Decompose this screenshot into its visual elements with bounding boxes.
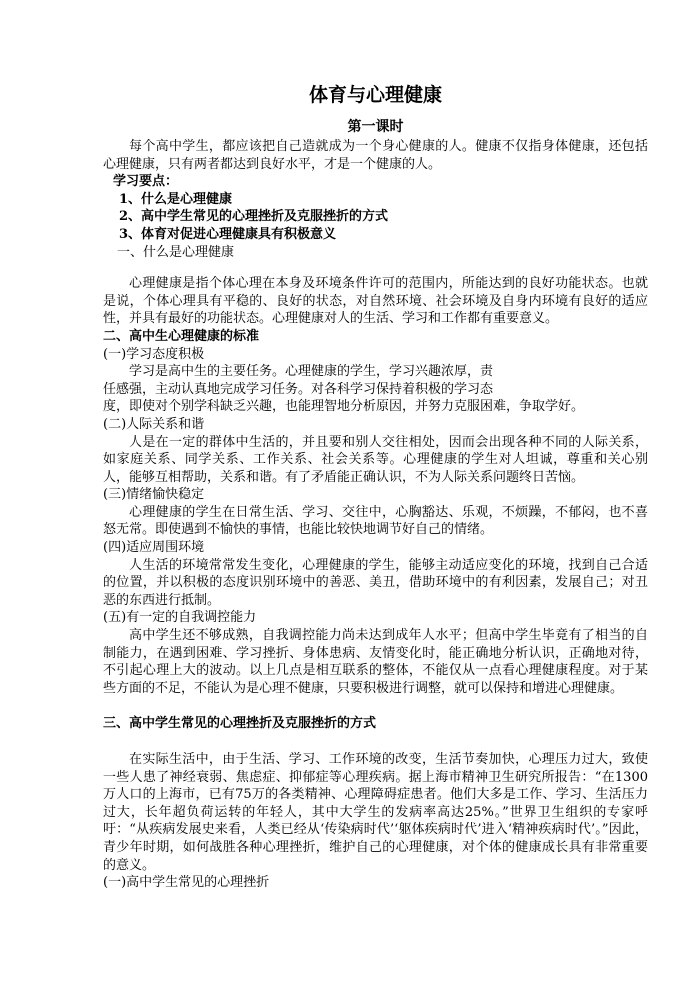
subsection-5-paragraph: 高中学生还不够成熟，自我调控能力尚未达到成年人水平；但高中学生毕竟有了相当的自制能力，在遇到困难、学习挫折、身体患病、友情变化时，能正确地分析认识，正确地对待，不引起心理上大的波动。以上几点是相互联系的整体，不能仅从一点看心理健康程度。对于某些方面的不足，不能认为是心理不健康，只要积极进行调整，就可以保持和增进心理健康。 xyxy=(103,628,648,696)
spacer xyxy=(103,733,648,751)
document-title: 体育与心理健康 xyxy=(308,84,442,106)
section-3-subsection-1-heading: (一)高中学生常见的心理挫折 xyxy=(103,875,270,891)
section-3-paragraph: 在实际生活中，由于生活、学习、工作环境的改变，生活节奏加快，心理压力过大，致使一些人患了神经衰弱、焦虑症、抑郁症等心理疾病。据上海市精神卫生研究所报告：“在1300万人口的上海市，已有75万的各类精神、心理障碍症患者。他们大多是工作、学习、生活压力过大，长年超负荷运转的年轻人，其中大学生的发病率高达25%。”世界卫生组织的专家呼吁：“从疾病发展史来看，人类已经从‘传染病时代’‘躯体疾病时代’进入‘精神疾病时代’。”因此，青少年时期，如何战胜各种心理挫折，维护自己的心理健康，对个体的健康成长具有非常重要的意义。 xyxy=(103,752,648,873)
section-3-heading: 三、高中学生常见的心理挫折及克服挫折的方式 xyxy=(103,716,377,732)
spacer xyxy=(103,261,648,275)
subsection-2-paragraph: 人是在一定的群体中生活的，并且要和别人交往相处，因而会出现各种不同的人际关系，如家庭关系、同学关系、工作关系、社会关系等。心理健康的学生对人坦诚，尊重和关心别人，能够互相帮助，关系和谐。有了矛盾能正确认识，不为人际关系问题终日苦恼。 xyxy=(103,434,648,485)
document-page xyxy=(103,80,648,892)
section-1-paragraph: 心理健康是指个体心理在本身及环境条件许可的范围内，所能达到的良好功能状态。也就是说，个体心理具有平稳的、良好的状态，对自然环境、社会环境及自身内环境有良好的适应性，并具有最好的功能状态。心理健康对人的生活、学习和工作都有重要意义。 xyxy=(103,276,648,327)
subsection-1-line-3: 度，即使对个别学科缺乏兴趣，也能理智地分析原因，并努力克服困难，争取学好。 xyxy=(103,399,585,415)
lesson-subtitle: 第一课时 xyxy=(347,119,404,135)
subsection-2-heading: (二)人际关系和谐 xyxy=(103,416,205,432)
key-point-2: 2、高中学生常见的心理挫折及克服挫折的方式 xyxy=(119,209,389,225)
section-2-heading: 二、高中生心理健康的标准 xyxy=(103,328,260,344)
subsection-5-heading: (五)有一定的自我调控能力 xyxy=(103,610,257,626)
subsection-4-heading: (四)适应周围环境 xyxy=(103,540,205,556)
subsection-1-heading: (一)学习态度积极 xyxy=(103,346,205,362)
spacer xyxy=(103,697,648,715)
subsection-4-paragraph: 人生活的环境常常发生变化，心理健康的学生，能够主动适应变化的环境，找到自己合适的位置，并以积极的态度识别环境中的善恶、美丑，借助环境中的有利因素，发展自己；对丑恶的东西进行抵制。 xyxy=(103,557,648,608)
key-points-heading: 学习要点： xyxy=(113,174,179,190)
subsection-1-line-2: 任感强，主动认真地完成学习任务。对各科学习保持着积极的学习态 xyxy=(103,381,494,397)
section-1-heading: 一、什么是心理健康 xyxy=(117,244,235,260)
subsection-3-heading: (三)情绪愉快稳定 xyxy=(103,487,205,503)
subsection-1-line-1: 学习是高中生的主要任务。心理健康的学生，学习兴趣浓厚，责 xyxy=(129,364,494,380)
key-point-3: 3、体育对促进心理健康具有积极意义 xyxy=(119,226,337,242)
subsection-3-paragraph: 心理健康的学生在日常生活、学习、交往中，心胸豁达、乐观，不烦躁，不郁闷，也不喜怒无常。即使遇到不愉快的事情，也能比较快地调节好自己的情绪。 xyxy=(103,504,648,538)
intro-paragraph: 每个高中学生，都应该把自己造就成为一个身心健康的人。健康不仅指身体健康，还包括心理健康，只有两者都达到良好水平，才是一个健康的人。 xyxy=(103,139,648,172)
key-point-1: 1、什么是心理健康 xyxy=(119,191,233,207)
